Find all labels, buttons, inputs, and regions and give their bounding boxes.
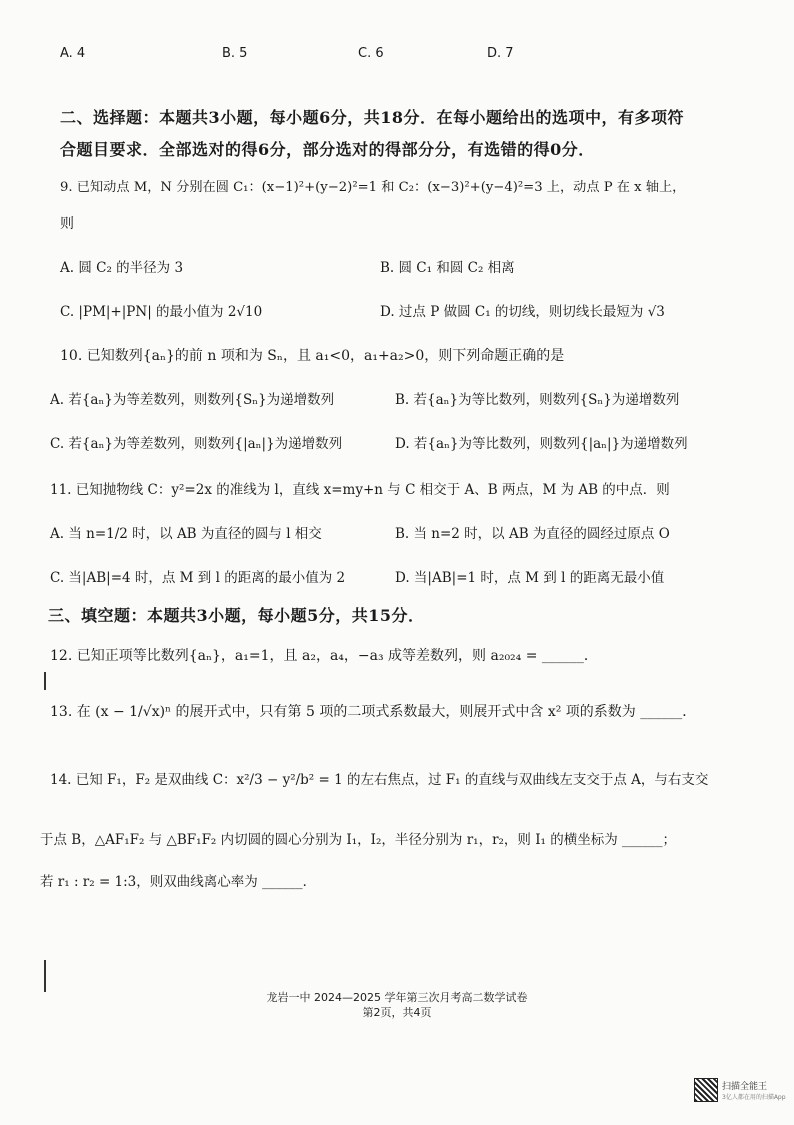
q14-line2: 于点 B，△AF₁F₂ 与 △BF₁F₂ 内切圆的圆心分别为 I₁，I₂，半径分别为 r₁，r₂，则 I₁ 的横坐标为 ______； (40, 832, 677, 848)
q12-text: 12. 已知正项等比数列{aₙ}，a₁=1，且 a₂，a₄，−a₃ 成等差数列，则 a₂₀₂₄ = ______． (50, 648, 598, 664)
scanner-subtitle: 3亿人都在用的扫描App (722, 1094, 786, 1101)
q8-option-c: C. 6 (358, 46, 384, 61)
q9-option-d: D. 过点 P 做圆 C₁ 的切线，则切线长最短为 √3 (380, 304, 665, 320)
q10-option-c: C. 若{aₙ}为等差数列，则数列{|aₙ|}为递增数列 (50, 436, 343, 452)
q8-option-a: A. 4 (60, 46, 86, 61)
q11-option-b: B. 当 n=2 时，以 AB 为直径的圆经过原点 O (395, 526, 670, 542)
q8-option-b: B. 5 (222, 46, 248, 61)
footer-page: 第2页，共4页 (362, 1006, 432, 1019)
section3-heading: 三、填空题：本题共3小题，每小题5分，共15分． (48, 606, 425, 625)
q10-stem: 10. 已知数列{aₙ}的前 n 项和为 Sₙ，且 a₁<0，a₁+a₂>0，则下列命题正确的是 (60, 348, 565, 364)
q10-option-a: A. 若{aₙ}为等差数列，则数列{Sₙ}为递增数列 (50, 392, 335, 408)
scanner-name: 扫描全能王 (722, 1082, 768, 1092)
q9-option-c: C. |PM|+|PN| 的最小值为 2√10 (60, 304, 263, 320)
q11-option-d: D. 当|AB|=1 时，点 M 到 l 的距离无最小值 (395, 570, 665, 586)
q11-option-c: C. 当|AB|=4 时，点 M 到 l 的距离的最小值为 2 (50, 570, 346, 586)
q9-stem-cont: 则 (60, 216, 74, 232)
q13-text: 13. 在 (x − 1/√x)ⁿ 的展开式中，只有第 5 项的二项式系数最大，则展开式中含 x² 项的系数为 ______． (50, 704, 697, 720)
q9-option-a: A. 圆 C₂ 的半径为 3 (60, 260, 184, 276)
q14-line3: 若 r₁ : r₂ = 1:3，则双曲线离心率为 ______． (40, 874, 317, 890)
footer-title: 龙岩一中 2024—2025 学年第三次月考高二数学试卷 (266, 991, 528, 1004)
margin-stroke (44, 960, 46, 992)
qr-code-icon (694, 1078, 718, 1102)
q8-option-d: D. 7 (487, 46, 514, 61)
section2-heading-line1: 二、选择题：本题共3小题，每小题6分，共18分．在每小题给出的选项中，有多项符 (60, 108, 685, 127)
section2-heading-line2: 合题目要求．全部选对的得6分，部分选对的得部分分，有选错的得0分． (60, 140, 595, 159)
q9-option-b: B. 圆 C₁ 和圆 C₂ 相离 (380, 260, 515, 276)
q10-option-b: B. 若{aₙ}为等比数列，则数列{Sₙ}为递增数列 (395, 392, 680, 408)
q11-option-a: A. 当 n=1/2 时，以 AB 为直径的圆与 l 相交 (50, 526, 322, 542)
q11-stem: 11. 已知抛物线 C：y²=2x 的准线为 l，直线 x=my+n 与 C 相交于 A、B 两点，M 为 AB 的中点．则 (50, 482, 670, 498)
q9-stem: 9. 已知动点 M，N 分别在圆 C₁：(x−1)²+(y−2)²=1 和 C₂：(x−3)²+(y−4)²=3 上，动点 P 在 x 轴上， (60, 180, 686, 195)
q14-line1: 14. 已知 F₁，F₂ 是双曲线 C：x²/3 − y²/b² = 1 的左右焦点，过 F₁ 的直线与双曲线左支交于点 A，与右支交 (50, 772, 709, 788)
q10-option-d: D. 若{aₙ}为等比数列，则数列{|aₙ|}为递增数列 (395, 436, 688, 452)
margin-stroke (44, 672, 46, 690)
